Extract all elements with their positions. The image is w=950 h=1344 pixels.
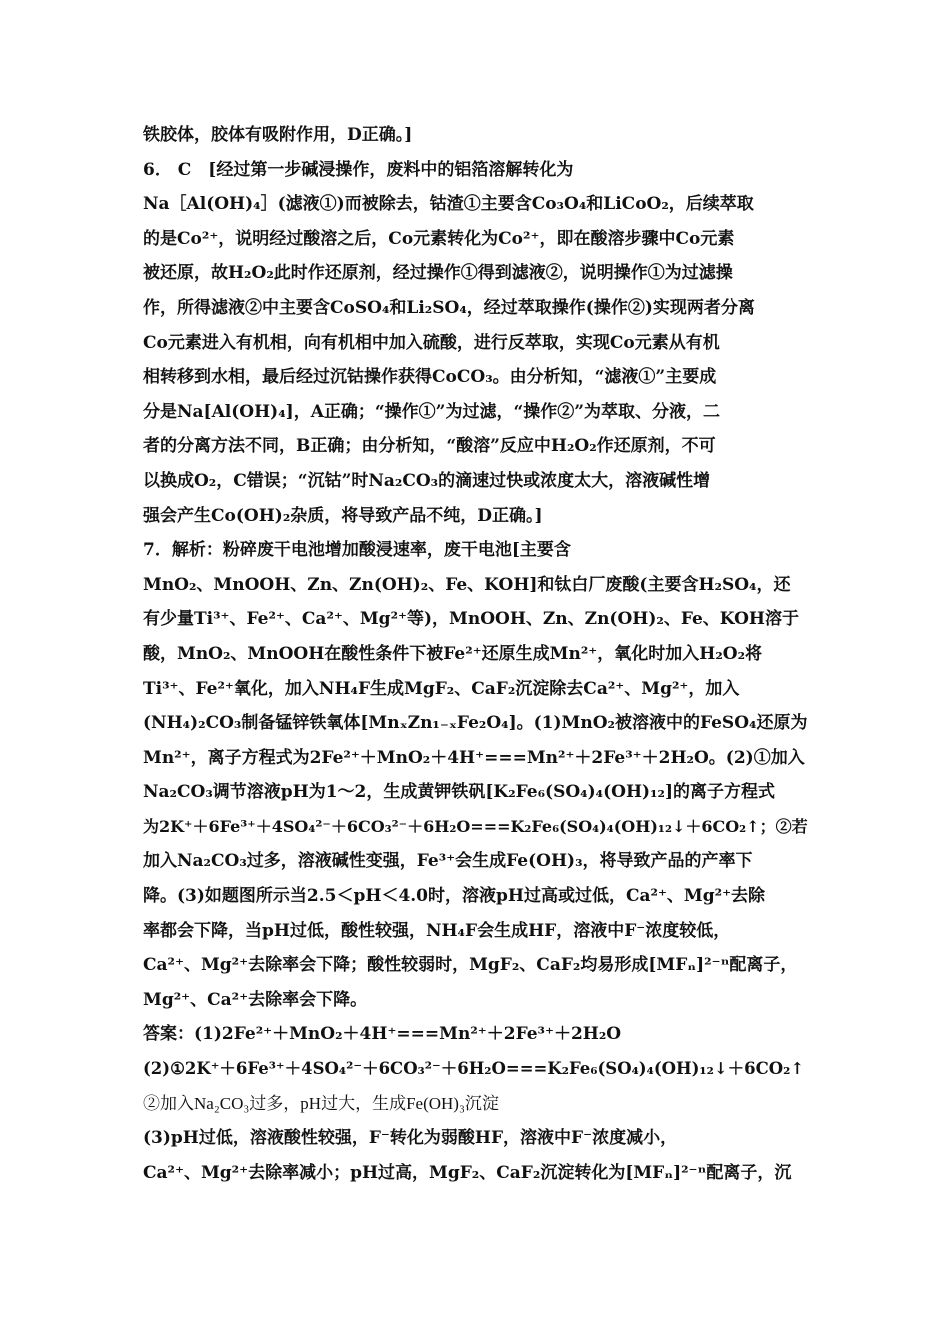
text-line: 酸，MnO₂、MnOOH在酸性条件下被Fe²⁺还原生成Mn²⁺，氧化时加入H₂O₂将 — [143, 643, 763, 664]
text-line: Ti³⁺、Fe²⁺氧化，加入NH₄F生成MgF₂、CaF₂沉淀除去Ca²⁺、Mg²⁺，加入 — [143, 678, 740, 699]
text-line: 7．解析：粉碎废干电池增加酸浸速率，废干电池[主要含 — [143, 540, 571, 561]
text-line: Na₂CO₃调节溶液pH为1～2，生成黄钾铁矾[K₂Fe₆(SO₄)₄(OH)₁₂]的离子方程式 — [143, 782, 776, 803]
answer-line: (3)pH过低，溶液酸性较强，F⁻转化为弱酸HF，溶液中F⁻浓度减小， — [143, 1128, 678, 1149]
text-line: Na［Al(OH)₄］(滤液①)而被除去，钴渣①主要含Co₃O₄和LiCoO₂，后续萃取 — [143, 194, 754, 215]
text-line: 为2K⁺＋6Fe³⁺＋4SO₄²⁻＋6CO₃²⁻＋6H₂O===K₂Fe₆(SO₄)₄(OH)₁₂↓＋6CO₂↑；②若 — [143, 816, 808, 836]
document-body — [143, 118, 813, 1190]
text-line: Mn²⁺，离子方程式为2Fe²⁺＋MnO₂＋4H⁺===Mn²⁺＋2Fe³⁺＋2H₂O。(2)①加入 — [143, 747, 805, 768]
answer-line: (2)①2K⁺＋6Fe³⁺＋4SO₄²⁻＋6CO₃²⁻＋6H₂O===K₂Fe₆(SO₄)₄(OH)₁₂↓＋6CO₂↑ — [143, 1059, 805, 1079]
text-line: 被还原，故H₂O₂此时作还原剂，经过操作①得到滤液②，说明操作①为过滤操 — [143, 263, 733, 284]
text-line: 铁胶体，胶体有吸附作用，D正确。] — [143, 125, 413, 145]
answer-line: Ca²⁺、Mg²⁺去除率减小；pH过高，MgF₂、CaF₂沉淀转化为[MFₙ]²⁻ⁿ配离子，沉 — [143, 1162, 792, 1183]
text-line: 率都会下降，当pH过低，酸性较强，NH₄F会生成HF，溶液中F⁻浓度较低， — [143, 920, 731, 941]
text-line: 分是Na[Al(OH)₄]，A正确；“操作①”为过滤，“操作②”为萃取、分液，二 — [143, 401, 720, 422]
answer-line: 答案：(1)2Fe²⁺＋MnO₂＋4H⁺===Mn²⁺＋2Fe³⁺＋2H₂O — [143, 1024, 622, 1045]
text-line: (NH₄)₂CO₃制备锰锌铁氧体[MnₓZn₁₋ₓFe₂O₄]。(1)MnO₂被溶液中的FeSO₄还原为 — [143, 713, 808, 734]
text-line: 有少量Ti³⁺、Fe²⁺、Ca²⁺、Mg²⁺等)，MnOOH、Zn、Zn(OH)₂、Fe、KOH溶于 — [143, 609, 799, 630]
text-line: 强会产生Co(OH)₂杂质，将导致产品不纯，D正确。] — [143, 505, 543, 526]
text-line: 者的分离方法不同，B正确；由分析知，“酸溶”反应中H₂O₂作还原剂，不可 — [143, 436, 716, 457]
text-line: 降。(3)如题图所示当2.5＜pH＜4.0时，溶液pH过高或过低，Ca²⁺、Mg²⁺去除 — [143, 886, 766, 907]
answer-line: ②加入Na₂CO₃过多，pH过大，生成Fe(OH)₃沉淀 — [143, 1093, 499, 1113]
text-line: Mg²⁺、Ca²⁺去除率会下降。 — [143, 989, 368, 1010]
text-line: 作，所得滤液②中主要含CoSO₄和Li₂SO₄，经过萃取操作(操作②)实现两者分离 — [143, 297, 755, 318]
text-line: MnO₂、MnOOH、Zn、Zn(OH)₂、Fe、KOH]和钛白厂废酸(主要含H₂SO₄，还 — [143, 574, 791, 595]
text-line: 的是Co²⁺，说明经过酸溶之后，Co元素转化为Co²⁺，即在酸溶步骤中Co元素 — [143, 228, 735, 249]
text-line: Co元素进入有机相，向有机相中加入硫酸，进行反萃取，实现Co元素从有机 — [143, 332, 720, 353]
text-line: 以换成O₂，C错误；“沉钴”时Na₂CO₃的滴速过快或浓度太大，溶液碱性增 — [143, 470, 711, 491]
text-line: 相转移到水相，最后经过沉钴操作获得CoCO₃。由分析知，“滤液①”主要成 — [143, 367, 717, 388]
text-line: 6． C [经过第一步碱浸操作，废料中的铝箔溶解转化为 — [143, 159, 574, 180]
text-line: Ca²⁺、Mg²⁺去除率会下降；酸性较弱时，MgF₂、CaF₂均易形成[MFₙ]²⁻ⁿ配离子， — [143, 955, 798, 976]
text-line: 加入Na₂CO₃过多，溶液碱性变强，Fe³⁺会生成Fe(OH)₃，将导致产品的产率下 — [143, 851, 753, 872]
